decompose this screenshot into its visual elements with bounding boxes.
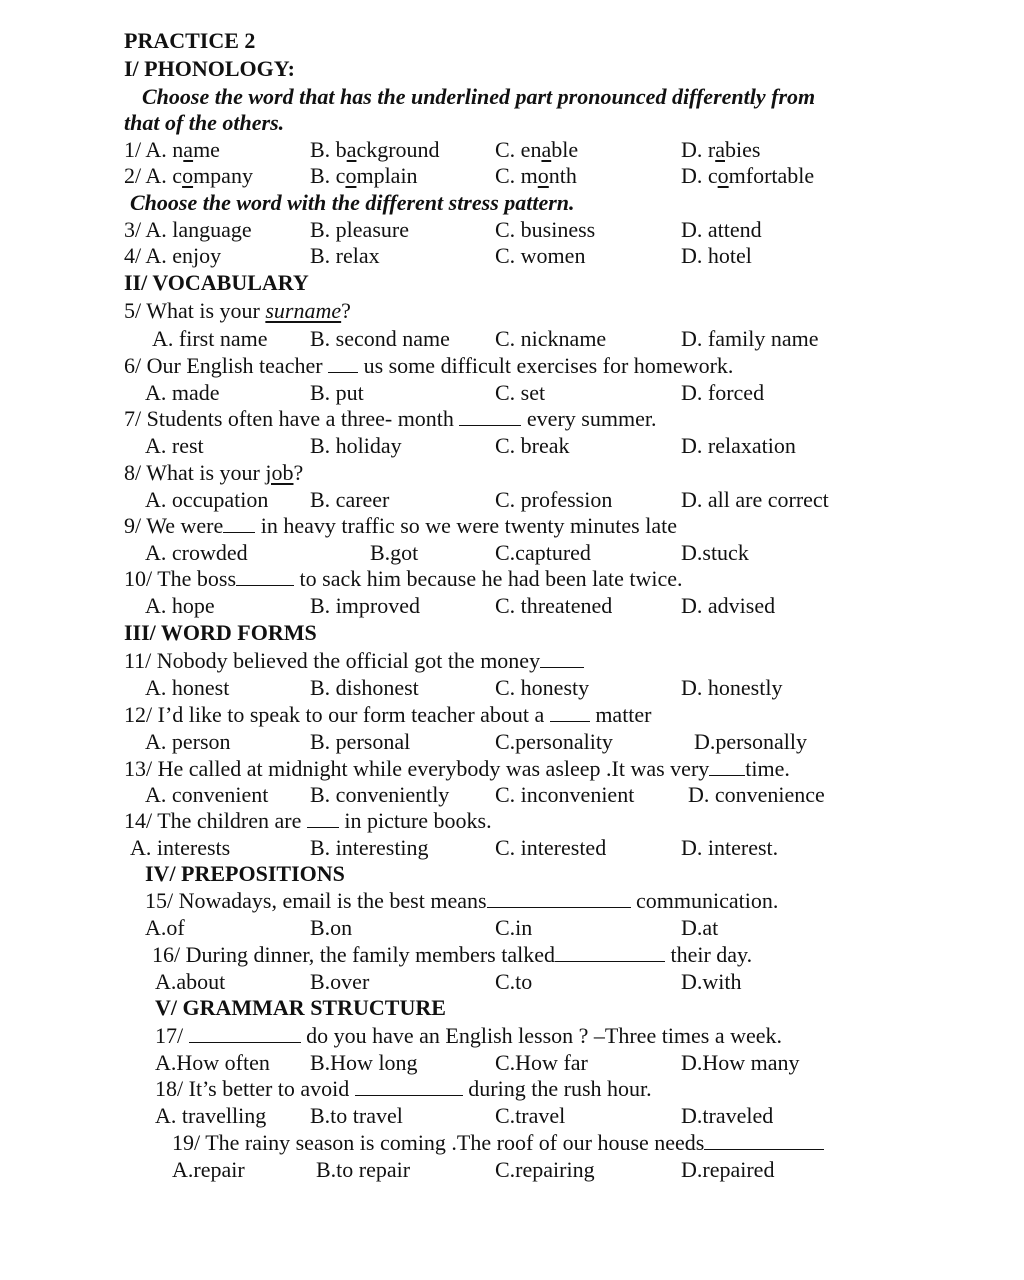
q18-option-d: D.traveled (681, 1103, 774, 1128)
q3-option-c: C. business (495, 217, 596, 242)
q18-question: 18/ It’s better to avoid during the rush hour. (155, 1076, 652, 1101)
q12-option-d: D.personally (694, 729, 808, 754)
q2-option-a: 2/ A. company (124, 163, 253, 188)
q13-option-d: D. convenience (688, 782, 825, 807)
q15-option-a: A.of (145, 915, 185, 940)
q19-option-d: D.repaired (681, 1157, 775, 1182)
q3-option-a: 3/ A. language (124, 217, 252, 242)
q8-option-d: D. all are correct (681, 487, 829, 512)
q2-option-d: D. comfortable (681, 163, 815, 188)
q9-option-a: A. crowded (145, 540, 248, 565)
q7-option-d: D. relaxation (681, 433, 796, 458)
q16-option-d: D.with (681, 969, 742, 994)
q13-option-c: C. inconvenient (495, 782, 635, 807)
q11-question: 11/ Nobody believed the official got the money (124, 648, 584, 674)
section-grammar-heading: V/ GRAMMAR STRUCTURE (155, 995, 446, 1020)
q14-option-a: A. interests (130, 835, 231, 860)
q10-option-d: D. advised (681, 593, 776, 618)
q12-option-b: B. personal (310, 729, 411, 754)
q5-question: 5/ What is your surname? (124, 298, 351, 323)
q15-option-d: D.at (681, 915, 719, 940)
q5-option-d: D. family name (681, 326, 819, 351)
q4-option-c: C. women (495, 243, 586, 268)
q4-option-a: 4/ A. enjoy (124, 243, 222, 268)
q18-option-c: C.travel (495, 1103, 566, 1128)
q12-option-c: C.personality (495, 729, 613, 754)
q14-question: 14/ The children are in picture books. (124, 808, 492, 833)
q12-option-a: A. person (145, 729, 231, 754)
q15-question: 15/ Nowadays, email is the best means communication. (145, 888, 779, 913)
pronunciation-instruction: Choose the word that has the underlined part pronounced differently from (142, 84, 816, 109)
q8-option-a: A. occupation (145, 487, 269, 512)
q6-question: 6/ Our English teacher us some difficult exercises for homework. (124, 353, 734, 378)
q17-question: 17/ do you have an English lesson ? –Three times a week. (155, 1023, 783, 1048)
q9-option-c: C.captured (495, 540, 591, 565)
q17-option-b: B.How long (310, 1050, 418, 1075)
q8-option-b: B. career (310, 487, 390, 512)
q2-option-c: C. month (495, 163, 577, 188)
q4-option-b: B. relax (310, 243, 380, 268)
q17-option-c: C.How far (495, 1050, 588, 1075)
q9-option-b: B.got (370, 540, 419, 565)
q7-option-b: B. holiday (310, 433, 402, 458)
q13-option-a: A. convenient (145, 782, 269, 807)
q12-question: 12/ I’d like to speak to our form teacher about a matter (124, 702, 652, 727)
q10-question: 10/ The boss to sack him because he had been late twice. (124, 566, 683, 591)
q18-option-a: A. travelling (155, 1103, 267, 1128)
q16-option-b: B.over (310, 969, 370, 994)
q8-option-c: C. profession (495, 487, 613, 512)
q14-option-b: B. interesting (310, 835, 429, 860)
q11-option-c: C. honesty (495, 675, 590, 700)
q1-option-a: 1/ A. name (124, 137, 220, 162)
q1-option-c: C. enable (495, 137, 579, 162)
q15-option-c: C.in (495, 915, 533, 940)
q19-option-c: C.repairing (495, 1157, 595, 1182)
section-word-forms-heading: III/ WORD FORMS (124, 620, 317, 645)
q13-option-b: B. conveniently (310, 782, 450, 807)
q11-option-d: D. honestly (681, 675, 783, 700)
q6-option-c: C. set (495, 380, 546, 405)
q17-option-a: A.How often (155, 1050, 270, 1075)
q5-option-a: A. first name (152, 326, 268, 351)
q2-option-b: B. complain (310, 163, 418, 188)
q19-option-a: A.repair (172, 1157, 245, 1182)
q14-option-c: C. interested (495, 835, 607, 860)
q1-option-d: D. rabies (681, 137, 761, 162)
section-vocabulary-heading: II/ VOCABULARY (124, 270, 309, 295)
q7-option-c: C. break (495, 433, 570, 458)
q11-option-a: A. honest (145, 675, 230, 700)
q19-option-b: B.to repair (316, 1157, 411, 1182)
q10-option-a: A. hope (145, 593, 215, 618)
q16-option-c: C.to (495, 969, 533, 994)
stress-instruction: Choose the word with the different stress pattern. (130, 190, 575, 215)
q7-option-a: A. rest (145, 433, 204, 458)
q10-option-b: B. improved (310, 593, 420, 618)
q16-option-a: A.about (155, 969, 226, 994)
q10-option-c: C. threatened (495, 593, 613, 618)
q17-option-d: D.How many (681, 1050, 800, 1075)
q16-question: 16/ During dinner, the family members talked their day. (152, 942, 753, 967)
page-title: PRACTICE 2 (124, 28, 256, 53)
q3-option-d: D. attend (681, 217, 762, 242)
q8-question: 8/ What is your job? (124, 460, 304, 485)
q6-option-b: B. put (310, 380, 364, 405)
q11-option-b: B. dishonest (310, 675, 419, 700)
q9-question: 9/ We were in heavy traffic so we were twenty minutes late (124, 513, 677, 538)
q13-question: 13/ He called at midnight while everybody was asleep .It was very time. (124, 756, 790, 781)
q7-question: 7/ Students often have a three- month every summer. (124, 406, 657, 431)
q15-option-b: B.on (310, 915, 353, 940)
q9-option-d: D.stuck (681, 540, 749, 565)
q5-option-b: B. second name (310, 326, 450, 351)
section-prepositions-heading: IV/ PREPOSITIONS (145, 861, 345, 886)
q4-option-d: D. hotel (681, 243, 752, 268)
q1-option-b: B. background (310, 137, 440, 162)
section-phonology-heading: I/ PHONOLOGY: (124, 56, 295, 81)
q18-option-b: B.to travel (310, 1103, 403, 1128)
q3-option-b: B. pleasure (310, 217, 409, 242)
q5-option-c: C. nickname (495, 326, 607, 351)
q14-option-d: D. interest. (681, 835, 779, 860)
pronunciation-instruction-cont: that of the others. (124, 110, 285, 135)
q19-question: 19/ The rainy season is coming .The roof of our house needs (172, 1130, 824, 1156)
q6-option-a: A. made (145, 380, 220, 405)
q6-option-d: D. forced (681, 380, 765, 405)
